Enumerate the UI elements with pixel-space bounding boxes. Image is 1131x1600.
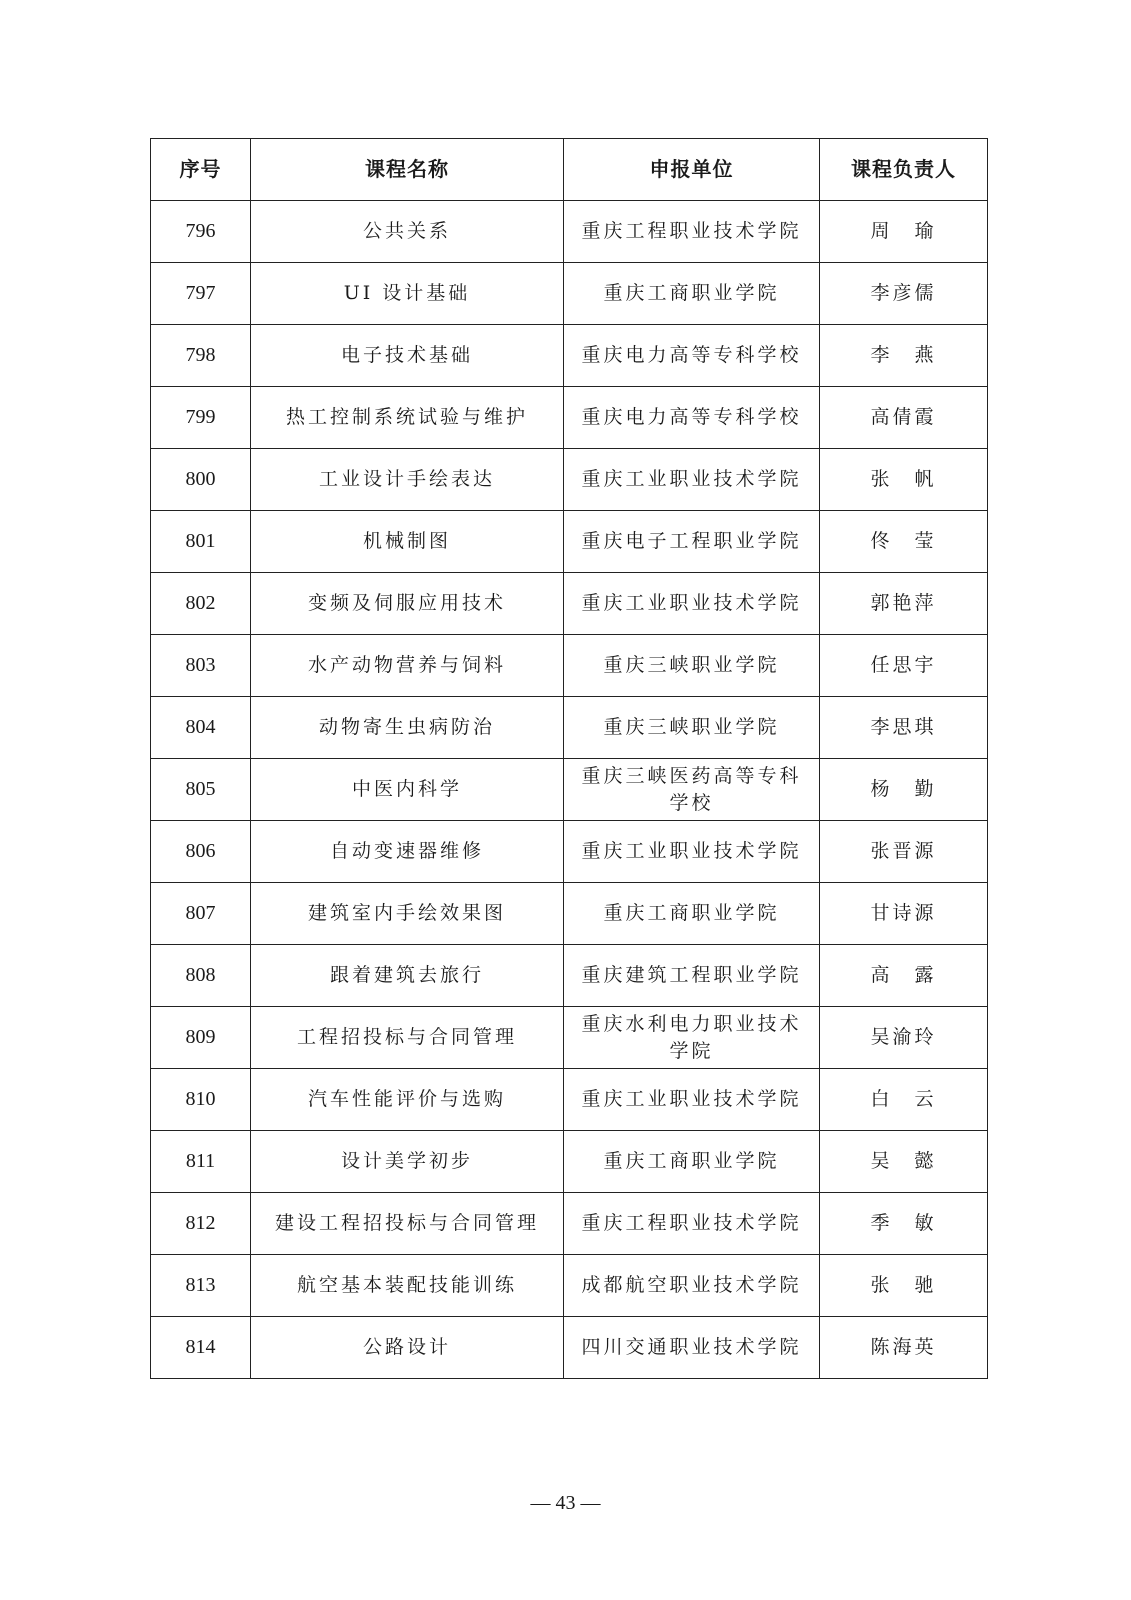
course-name-cell: 建筑室内手绘效果图 [251, 883, 564, 945]
course-name-cell: 工业设计手绘表达 [251, 449, 564, 511]
table-row [151, 759, 988, 821]
applicant-unit-cell: 重庆三峡医药高等专科学校 [564, 759, 820, 821]
course-leader-cell: 陈海英 [820, 1317, 988, 1379]
serial-cell: 807 [151, 883, 251, 945]
header-row [151, 139, 988, 201]
course-leader-cell: 李 燕 [820, 325, 988, 387]
table-row [151, 1069, 988, 1131]
applicant-unit-cell: 重庆工商职业学院 [564, 883, 820, 945]
header-course-leader: 课程负责人 [820, 139, 988, 201]
serial-cell: 802 [151, 573, 251, 635]
course-name-cell: 工程招投标与合同管理 [251, 1007, 564, 1069]
table-row [151, 1193, 988, 1255]
applicant-unit-cell: 重庆工商职业学院 [564, 263, 820, 325]
course-name-cell: 公路设计 [251, 1317, 564, 1379]
course-leader-cell: 李思琪 [820, 697, 988, 759]
applicant-unit-cell: 重庆电力高等专科学校 [564, 387, 820, 449]
course-leader-cell: 吴渝玲 [820, 1007, 988, 1069]
applicant-unit-cell: 重庆三峡职业学院 [564, 635, 820, 697]
header-serial: 序号 [151, 139, 251, 201]
serial-cell: 796 [151, 201, 251, 263]
table-row [151, 697, 988, 759]
applicant-unit-cell: 重庆工业职业技术学院 [564, 1069, 820, 1131]
serial-cell: 798 [151, 325, 251, 387]
course-leader-cell: 高 露 [820, 945, 988, 1007]
table-row [151, 511, 988, 573]
table-row [151, 635, 988, 697]
serial-cell: 804 [151, 697, 251, 759]
header-applicant-unit: 申报单位 [564, 139, 820, 201]
applicant-unit-cell: 重庆工业职业技术学院 [564, 449, 820, 511]
course-name-cell: 水产动物营养与饲料 [251, 635, 564, 697]
serial-cell: 811 [151, 1131, 251, 1193]
course-leader-cell: 周 瑜 [820, 201, 988, 263]
serial-cell: 800 [151, 449, 251, 511]
table-row [151, 1317, 988, 1379]
table-row [151, 883, 988, 945]
course-name-cell: 跟着建筑去旅行 [251, 945, 564, 1007]
course-leader-cell: 白 云 [820, 1069, 988, 1131]
serial-cell: 814 [151, 1317, 251, 1379]
course-name-cell: 自动变速器维修 [251, 821, 564, 883]
header-course-name: 课程名称 [251, 139, 564, 201]
serial-cell: 799 [151, 387, 251, 449]
table-row [151, 573, 988, 635]
course-name-cell: 电子技术基础 [251, 325, 564, 387]
course-name-cell: 中医内科学 [251, 759, 564, 821]
applicant-unit-cell: 重庆工业职业技术学院 [564, 821, 820, 883]
course-name-cell: 热工控制系统试验与维护 [251, 387, 564, 449]
course-leader-cell: 杨 勤 [820, 759, 988, 821]
table-row [151, 821, 988, 883]
applicant-unit-cell: 重庆三峡职业学院 [564, 697, 820, 759]
serial-cell: 808 [151, 945, 251, 1007]
serial-cell: 801 [151, 511, 251, 573]
applicant-unit-cell: 成都航空职业技术学院 [564, 1255, 820, 1317]
course-leader-cell: 张晋源 [820, 821, 988, 883]
serial-cell: 812 [151, 1193, 251, 1255]
applicant-unit-cell: 四川交通职业技术学院 [564, 1317, 820, 1379]
table-row [151, 449, 988, 511]
table-row [151, 325, 988, 387]
serial-cell: 810 [151, 1069, 251, 1131]
course-table [150, 138, 988, 1379]
table-row [151, 1007, 988, 1069]
course-leader-cell: 吴 懿 [820, 1131, 988, 1193]
table-row [151, 945, 988, 1007]
page-number: — 43 — [530, 1492, 601, 1514]
course-leader-cell: 张 帆 [820, 449, 988, 511]
course-name-cell: 航空基本装配技能训练 [251, 1255, 564, 1317]
applicant-unit-cell: 重庆建筑工程职业学院 [564, 945, 820, 1007]
serial-cell: 806 [151, 821, 251, 883]
serial-cell: 803 [151, 635, 251, 697]
course-name-cell: 变频及伺服应用技术 [251, 573, 564, 635]
applicant-unit-cell: 重庆工程职业技术学院 [564, 1193, 820, 1255]
applicant-unit-cell: 重庆工业职业技术学院 [564, 573, 820, 635]
applicant-unit-cell: 重庆水利电力职业技术学院 [564, 1007, 820, 1069]
course-leader-cell: 高倩霞 [820, 387, 988, 449]
course-leader-cell: 李彦儒 [820, 263, 988, 325]
course-name-cell: UI 设计基础 [251, 263, 564, 325]
applicant-unit-cell: 重庆电子工程职业学院 [564, 511, 820, 573]
course-leader-cell: 张 驰 [820, 1255, 988, 1317]
applicant-unit-cell: 重庆电力高等专科学校 [564, 325, 820, 387]
table-row [151, 1131, 988, 1193]
course-name-cell: 建设工程招投标与合同管理 [251, 1193, 564, 1255]
course-name-cell: 公共关系 [251, 201, 564, 263]
course-leader-cell: 郭艳萍 [820, 573, 988, 635]
serial-cell: 805 [151, 759, 251, 821]
course-leader-cell: 季 敏 [820, 1193, 988, 1255]
table-row [151, 387, 988, 449]
course-name-cell: 设计美学初步 [251, 1131, 564, 1193]
serial-cell: 813 [151, 1255, 251, 1317]
course-leader-cell: 甘诗源 [820, 883, 988, 945]
course-name-cell: 汽车性能评价与选购 [251, 1069, 564, 1131]
serial-cell: 809 [151, 1007, 251, 1069]
table-row [151, 263, 988, 325]
applicant-unit-cell: 重庆工商职业学院 [564, 1131, 820, 1193]
table-row [151, 201, 988, 263]
course-leader-cell: 任思宇 [820, 635, 988, 697]
table-row [151, 1255, 988, 1317]
course-name-cell: 机械制图 [251, 511, 564, 573]
course-name-cell: 动物寄生虫病防治 [251, 697, 564, 759]
course-leader-cell: 佟 莹 [820, 511, 988, 573]
applicant-unit-cell: 重庆工程职业技术学院 [564, 201, 820, 263]
serial-cell: 797 [151, 263, 251, 325]
